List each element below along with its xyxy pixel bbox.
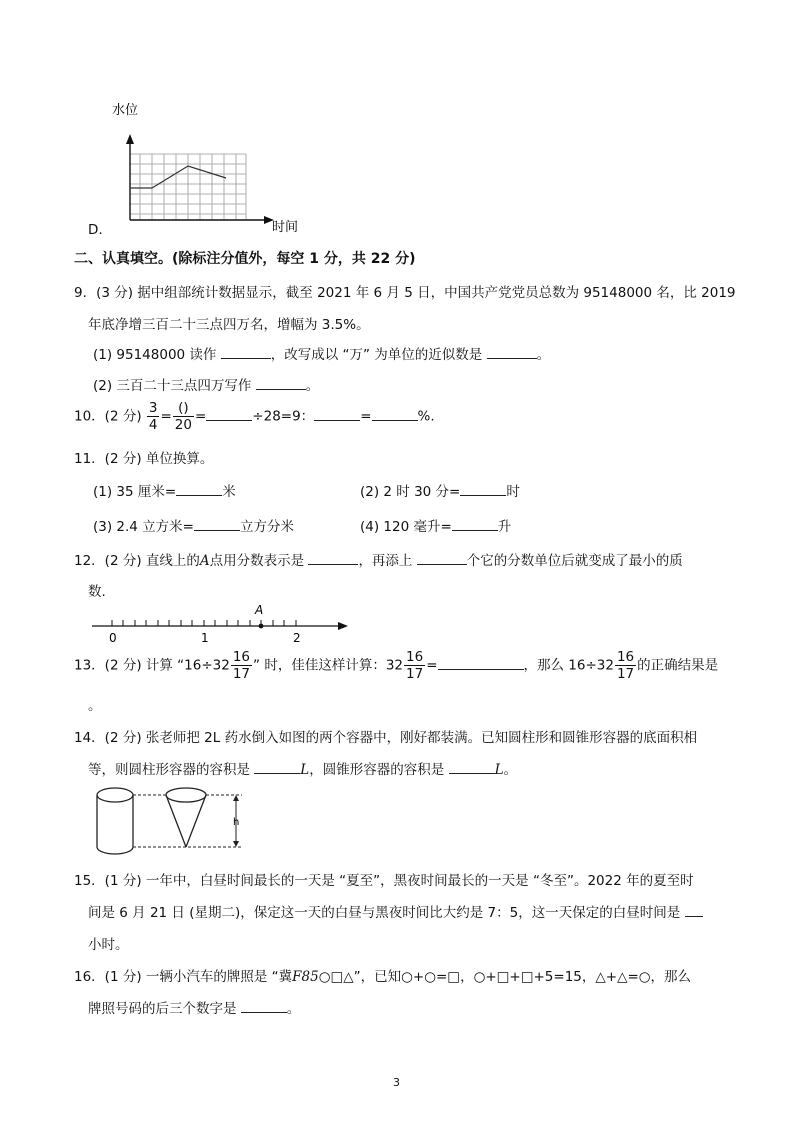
- y-axis-arrow: [126, 134, 134, 144]
- tick-label-0: 0: [109, 631, 117, 645]
- fraction-3-4: $\frac{3}{4}$: [148, 400, 158, 433]
- q15-blank-1[interactable]: [685, 902, 703, 917]
- q15-line1: 15．(1 分) 一年中，白昼时间最长的一天是 “夏至”，黑夜时间最长的一天是 “冬至”。2022 年的夏至时: [74, 873, 694, 889]
- q16-line1: 16．(1 分) 一辆小汽车的牌照是 “冀F85○□△”，已知○+○=□，○+□+□+5=15，△+△=○，那么: [74, 969, 692, 985]
- q14-blank-1[interactable]: [254, 759, 300, 774]
- option-d-label: D.: [88, 222, 103, 238]
- q12-blank-1[interactable]: [308, 550, 358, 565]
- fraction-16-17-c: $\frac{16}{17}$: [616, 649, 635, 682]
- q9-blank-1[interactable]: [221, 344, 271, 359]
- q9-line2: 年底净增三百二十三点四万名，增幅为 3.5%。: [88, 317, 370, 333]
- q16-line2: 牌照号码的后三个数字是 。: [88, 997, 300, 1017]
- q13-line2: 。: [88, 698, 102, 714]
- page-number: 3: [393, 1076, 400, 1089]
- point-a: [259, 624, 264, 629]
- q14-blank-2[interactable]: [449, 759, 495, 774]
- q11-blank-3[interactable]: [194, 516, 240, 531]
- q10-blank-1[interactable]: [206, 406, 252, 421]
- fraction-16-17-a: $\frac{16}{17}$: [232, 649, 251, 682]
- q9-sub2: (2) 三百二十三点四万写作 。: [93, 374, 319, 394]
- section-heading: 二、认真填空。(除标注分值外，每空 1 分，共 22 分): [74, 251, 416, 267]
- q14-line1: 14．(2 分) 张老师把 2L 药水倒入如图的两个容器中，刚好都装满。已知圆柱形和圆锥形容器的底面积相: [74, 730, 698, 746]
- grid: [130, 154, 246, 220]
- q16-blank-1[interactable]: [241, 998, 287, 1013]
- q13-line1: 13．(2 分) 计算 “16÷32 $\frac{16}{17}$ ” 时，佳佳这样计算：32 $\frac{16}{17}$ = ，那么 16÷32 $\frac{16}{17}$ 的正确结果是: [74, 649, 719, 682]
- question-10: 10．(2 分) $\frac{3}{4}$ = $\frac{()}{20}$ = ÷28=9： = %.: [74, 400, 435, 433]
- q12-line1: 12．(2 分) 直线上的A点用分数表示是 ，再添上 个它的分数单位后就变成了最小的质: [74, 549, 683, 569]
- q11-blank-1[interactable]: [176, 481, 222, 496]
- y-axis-label: 水位: [112, 103, 139, 118]
- cone: [166, 788, 206, 847]
- cylinder: [97, 788, 133, 854]
- q11-item-4: (4) 120 毫升= 升: [360, 515, 511, 535]
- q9-blank-2[interactable]: [487, 344, 537, 359]
- q11-blank-2[interactable]: [460, 481, 506, 496]
- q11-item-1: (1) 35 厘米= 米: [93, 480, 236, 500]
- q14-line2: 等，则圆柱形容器的容积是 L，圆锥形容器的容积是 L。: [88, 758, 517, 778]
- number-line-arrow: [338, 622, 348, 630]
- q13-blank-1[interactable]: [438, 655, 524, 670]
- height-arrow-bottom: [233, 841, 239, 847]
- q9-sub1: (1) 95148000 读作 ，改写成以 “万” 为单位的近似数是 。: [93, 343, 550, 363]
- tick-label-2: 2: [293, 631, 301, 645]
- height-arrow-top: [233, 795, 239, 801]
- fraction-16-17-b: $\frac{16}{17}$: [406, 649, 424, 682]
- tick-label-1: 1: [201, 631, 209, 645]
- q12-blank-2[interactable]: [417, 550, 467, 565]
- x-axis-label: 时间: [272, 220, 299, 235]
- q10-blank-3[interactable]: [372, 406, 418, 421]
- number-line: [88, 600, 358, 646]
- q11-blank-4[interactable]: [452, 516, 498, 531]
- height-label: h: [233, 817, 240, 828]
- q10-blank-2[interactable]: [314, 406, 360, 421]
- q15-line2: 间是 6 月 21 日 (星期二)，保定这一天的白昼与黑夜时间比大约是 7：5，这一天保定的白昼时间是: [88, 901, 703, 921]
- q11-item-2: (2) 2 时 30 分= 时: [360, 480, 520, 500]
- fraction-blank-20: $\frac{()}{20}$: [174, 400, 192, 433]
- q15-line3: 小时。: [88, 937, 129, 953]
- q11-head: 11．(2 分) 单位换算。: [74, 451, 214, 467]
- water-level-graph: [90, 96, 310, 242]
- q9-blank-3[interactable]: [256, 375, 306, 390]
- point-a-label: A: [255, 603, 264, 617]
- q11-item-3: (3) 2.4 立方米= 立方分米: [93, 515, 294, 535]
- q9-line1: 9．(3 分) 据中组部统计数据显示，截至 2021 年 6 月 5 日，中国共产党党员总数为 95148000 名，比 2019: [74, 285, 736, 301]
- number-line-ticks: [112, 620, 296, 626]
- q12-line2: 数.: [88, 584, 106, 600]
- containers-figure: [90, 783, 260, 859]
- height-guides: [133, 795, 242, 847]
